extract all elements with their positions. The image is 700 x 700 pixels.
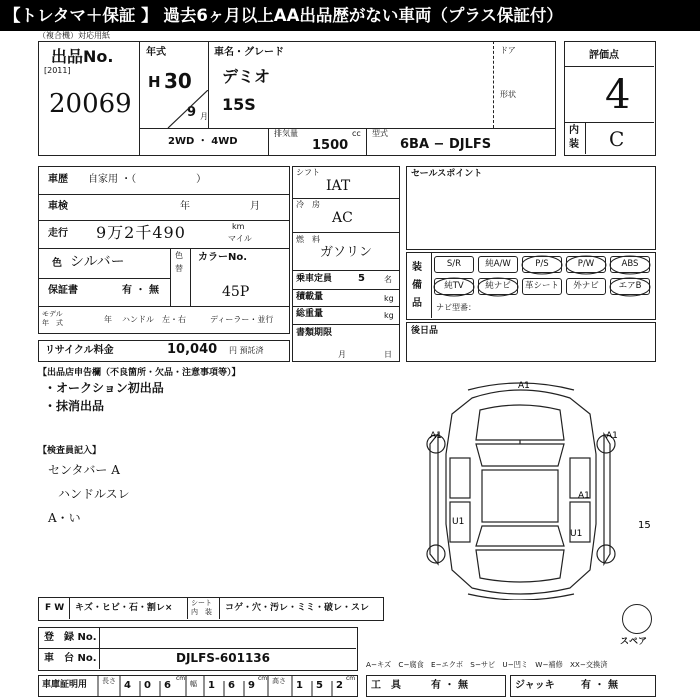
width-digit-3: 9 xyxy=(248,680,255,691)
capacity-unit: 名 xyxy=(384,275,392,284)
capacity-value: 5 xyxy=(358,273,365,284)
model-grade: 15S xyxy=(222,95,256,114)
displacement-label: 排気量 xyxy=(274,129,298,138)
year-value: 30 xyxy=(164,69,192,93)
shape-label: 形状 xyxy=(500,90,516,99)
model-code-value: 6BA − DJLFS xyxy=(400,137,492,152)
shaken-label: 車検 xyxy=(48,201,68,212)
shaken-year-unit: 年 xyxy=(180,201,190,212)
remark-line-1: ・オークション初出品 xyxy=(44,381,164,395)
seat-items: コゲ・穴・汚レ・ミミ・破レ・スレ xyxy=(225,603,370,613)
jack-value: 有 ・ 無 xyxy=(581,680,618,691)
color-value: シルバー xyxy=(70,254,125,270)
recycle-box xyxy=(38,340,290,362)
sales-point-label: セールスポイント xyxy=(411,169,483,179)
recycle-value: 10,040 xyxy=(167,342,218,357)
mileage-unit-mile: マイル xyxy=(228,234,252,243)
docs-label: 書類期限 xyxy=(296,328,333,338)
height-digit-1: 1 xyxy=(296,680,303,691)
gross-unit: kg xyxy=(384,311,394,320)
diagram-mark-side: 15 xyxy=(638,520,651,531)
equipment-label-3: 品 xyxy=(412,298,422,309)
capacity-label: 乗車定員 xyxy=(296,274,333,284)
ac-value: AC xyxy=(332,210,353,226)
remark-line-2: ・抹消出品 xyxy=(44,399,105,413)
recycle-label: リサイクル料金 xyxy=(45,345,114,356)
tools-box xyxy=(366,675,506,697)
color-label: 色 xyxy=(52,258,62,269)
option-tv: 純TV xyxy=(434,278,474,295)
aftermarket-box xyxy=(406,322,656,362)
model-year-label-bottom: 年 式 xyxy=(42,319,63,327)
width-unit: cm xyxy=(258,675,268,682)
header-note: （複合機）対応用紙 xyxy=(38,31,110,40)
diagram-mark-left-front: A1 xyxy=(430,431,442,441)
dealer-text: ディーラー・並行 xyxy=(210,315,274,324)
inspector-note-3: A・い xyxy=(48,511,81,525)
color-no-value: 45P xyxy=(222,284,250,300)
model-year-unit: 年 xyxy=(104,315,112,324)
interior-value: C xyxy=(609,127,625,151)
spare-label: スペア xyxy=(620,637,648,647)
diagram-mark-right-rear: U1 xyxy=(570,529,583,539)
inspector-header: 【検査員記入】 xyxy=(38,446,102,456)
year-label: 年式 xyxy=(146,47,166,58)
certificate-cells xyxy=(38,675,358,697)
banner: 【トレタマ＋保証 】 過去6ヶ月以上AA出品歴がない車両（プラス保証付） xyxy=(0,0,700,31)
chassis-value: DJLFS-601136 xyxy=(176,651,270,665)
docs-month-unit: 月 xyxy=(338,350,346,359)
length-label: 長さ xyxy=(102,677,116,685)
jack-label: ジャッキ xyxy=(515,680,555,691)
mileage-label: 走行 xyxy=(48,228,68,239)
model-name: デミオ xyxy=(222,67,271,86)
ac-label: 冷 房 xyxy=(296,200,320,209)
seat-label-bottom: 内 装 xyxy=(191,608,212,616)
spare-tire-icon xyxy=(622,604,652,634)
recycle-unit: 円 預託済 xyxy=(229,346,264,355)
drive-text: 2WD ・ 4WD xyxy=(168,136,238,147)
width-label: 幅 xyxy=(190,680,197,688)
registration-label: 登 録 No. xyxy=(44,632,97,643)
tools-label: 工 具 xyxy=(371,680,401,691)
equipment-label-1: 装 xyxy=(412,262,422,273)
height-label: 高さ xyxy=(272,677,286,685)
option-abs: ABS xyxy=(610,256,650,273)
navi-model-label: ナビ型番： xyxy=(436,303,476,312)
height-digit-2: 5 xyxy=(316,680,323,691)
displacement-unit: cc xyxy=(352,129,361,138)
option-alloy-wheels: 純A/W xyxy=(478,256,518,273)
warranty-value: 有 ・ 無 xyxy=(122,285,159,296)
length-digit-3: 6 xyxy=(164,680,171,691)
details-block xyxy=(38,166,290,334)
jack-box xyxy=(510,675,656,697)
lot-label: 出品No. xyxy=(51,47,114,66)
shift-value: IAT xyxy=(326,178,351,194)
interior-label-bottom: 装 xyxy=(569,139,579,150)
option-aftermarket-navi: 外ナビ xyxy=(566,278,606,295)
option-sunroof: S/R xyxy=(434,256,474,273)
score-box xyxy=(564,41,656,156)
length-digit-2: 0 xyxy=(144,680,151,691)
load-unit: kg xyxy=(384,294,394,303)
docs-day-unit: 日 xyxy=(384,350,392,359)
aftermarket-label: 後日品 xyxy=(411,326,439,336)
seat-label-top: シート xyxy=(191,599,212,607)
handle-text: ハンドル 左・右 xyxy=(122,315,186,324)
fuel-label: 燃 料 xyxy=(296,235,320,244)
interior-label-top: 内 xyxy=(569,125,579,136)
width-digit-2: 6 xyxy=(228,680,235,691)
shaken-month-unit: 月 xyxy=(250,201,260,212)
option-leather-seats: 革シート xyxy=(522,278,562,295)
sales-point-box xyxy=(406,166,656,250)
height-digit-3: 2 xyxy=(336,680,343,691)
month-unit: 月 xyxy=(200,112,208,121)
displacement-value: 1500 xyxy=(312,138,349,153)
diagram-mark-right-door: A1 xyxy=(578,491,590,501)
warranty-label: 保証書 xyxy=(48,285,78,296)
diagram-mark-front: A1 xyxy=(518,381,530,391)
gross-label: 総重量 xyxy=(296,309,324,319)
tools-value: 有 ・ 無 xyxy=(431,680,468,691)
score-label: 評価点 xyxy=(589,50,619,61)
month-value: 9 xyxy=(187,105,197,120)
door-label: ドア xyxy=(500,46,516,55)
width-digit-1: 1 xyxy=(208,680,215,691)
model-code-label: 型式 xyxy=(372,129,388,138)
option-circles xyxy=(430,252,656,300)
lot-number: 20069 xyxy=(49,89,132,119)
fw-items: キズ・ヒビ・石・割レ× xyxy=(75,603,173,613)
equipment-label-2: 備 xyxy=(412,280,422,291)
color-change-top: 色 xyxy=(175,251,183,260)
model-label: 車名・グレード xyxy=(214,47,284,58)
model-year-label-top: モデル xyxy=(42,310,63,318)
certificate-label: 車庫証明用 xyxy=(42,680,88,690)
length-unit: cm xyxy=(176,675,186,682)
diagram-mark-right-front: A1 xyxy=(606,431,618,441)
fuel-value: ガソリン xyxy=(320,245,373,260)
color-no-label: カラーNo. xyxy=(198,252,248,263)
year-divider xyxy=(140,90,210,130)
score-value: 4 xyxy=(605,72,631,118)
lot-stamp: [2011] xyxy=(44,66,71,75)
inspector-note-2: ハンドルスレ xyxy=(58,487,130,501)
mileage-value: 9万2千490 xyxy=(96,223,186,242)
height-unit: cm xyxy=(346,675,356,682)
shift-label: シフト xyxy=(296,168,320,177)
option-airbag: エアB xyxy=(610,278,650,295)
lot-box xyxy=(38,41,140,156)
length-digit-1: 4 xyxy=(124,680,131,691)
chassis-label: 車 台 No. xyxy=(44,653,97,664)
era: H xyxy=(148,73,161,91)
history-value: 自家用 ・（ ） xyxy=(88,174,207,185)
legend-text: A−キズ C−腐食 E−エクボ S−サビ U−凹ミ W−補修 XX−交換済 xyxy=(366,660,608,669)
car-diagram xyxy=(410,374,656,600)
remarks-header: 【出品店申告欄（不良箇所・欠品・注意事項等）】 xyxy=(38,368,241,378)
load-label: 積載量 xyxy=(296,292,324,302)
inspector-note-1: センタバー A xyxy=(48,463,120,477)
fw-label: F W xyxy=(45,603,65,613)
option-power-windows: P/W xyxy=(566,256,606,273)
option-power-steering: P/S xyxy=(522,256,562,273)
history-label: 車歴 xyxy=(48,174,68,185)
mileage-unit-km: km xyxy=(232,222,245,231)
option-navi: 純ナビ xyxy=(478,278,518,295)
diagram-mark-left-rear: U1 xyxy=(452,517,465,527)
fw-row xyxy=(38,597,384,621)
color-change-bottom: 替 xyxy=(175,264,183,273)
